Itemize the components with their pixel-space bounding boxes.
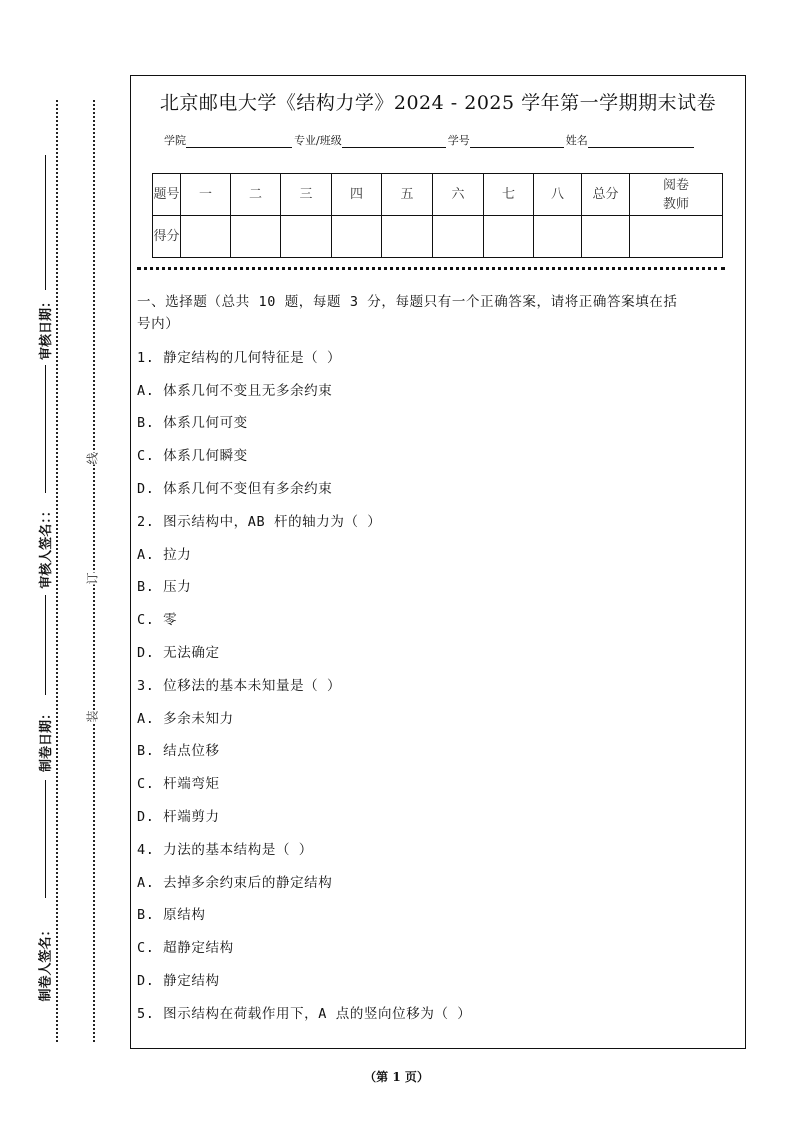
question-stem: 1. 静定结构的几何特征是（ ） xyxy=(137,349,342,366)
question-option: C. 超静定结构 xyxy=(137,940,234,957)
major-label: 专业/班级 xyxy=(294,134,342,147)
score-cell[interactable] xyxy=(281,216,332,258)
page-number: （第 1 页） xyxy=(364,1070,429,1084)
question-option: D. 杆端剪力 xyxy=(137,808,220,825)
score-cell[interactable] xyxy=(582,216,630,258)
exam-title: 北京邮电大学《结构力学》2024 - 2025 学年第一学期期末试卷 xyxy=(159,92,717,114)
question-stem: 4. 力法的基本结构是（ ） xyxy=(137,841,313,858)
col-4: 四 xyxy=(332,174,382,216)
question-option: D. 体系几何不变但有多余约束 xyxy=(137,480,333,497)
student-info xyxy=(164,132,696,148)
college-field[interactable] xyxy=(186,135,292,148)
score-cell[interactable] xyxy=(433,216,484,258)
student-id-label: 学号 xyxy=(447,134,470,147)
score-table-header-row xyxy=(153,174,723,216)
score-table xyxy=(152,173,723,258)
question-option: A. 拉力 xyxy=(137,546,192,563)
section-heading: 号内） xyxy=(137,316,180,332)
score-cell[interactable] xyxy=(630,216,723,258)
score-cell[interactable] xyxy=(181,216,231,258)
name-label: 姓名 xyxy=(565,134,588,147)
score-cell[interactable] xyxy=(484,216,534,258)
question-option: A. 体系几何不变且无多余约束 xyxy=(137,382,333,399)
reviewer-sign-label: 审核人签名：： xyxy=(38,504,54,589)
question-option: B. 体系几何可变 xyxy=(137,415,248,432)
question-option: B. 结点位移 xyxy=(137,743,220,760)
reviewer-date-line xyxy=(45,155,46,290)
col-1: 一 xyxy=(181,174,231,216)
question-option: C. 零 xyxy=(137,612,178,629)
question-option: C. 杆端弯矩 xyxy=(137,776,220,793)
student-id-field[interactable] xyxy=(470,135,564,148)
col-2: 二 xyxy=(231,174,281,216)
question-option: B. 压力 xyxy=(137,579,192,596)
col-3: 三 xyxy=(281,174,332,216)
question-option: A. 去掉多余约束后的静定结构 xyxy=(137,874,333,891)
score-cell[interactable] xyxy=(332,216,382,258)
name-field[interactable] xyxy=(588,135,694,148)
question-stem: 3. 位移法的基本未知量是（ ） xyxy=(137,677,342,694)
row-head-score: 得分 xyxy=(153,216,181,258)
col-grader: 阅卷教师 xyxy=(630,174,723,216)
score-cell[interactable] xyxy=(534,216,582,258)
question-stem: 5. 图示结构在荷载作用下，A 点的竖向位移为（ ） xyxy=(137,1005,472,1022)
reviewer-sign-line xyxy=(45,365,46,493)
col-7: 七 xyxy=(484,174,534,216)
binding-dotted-line-inner xyxy=(93,100,95,1042)
binding-char-zhuang: 装 xyxy=(85,710,100,723)
question-option: A. 多余未知力 xyxy=(137,710,234,727)
section-divider xyxy=(137,267,725,270)
col-total: 总分 xyxy=(582,174,630,216)
section-heading: 一、选择题（总共 10 题，每题 3 分，每题只有一个正确答案，请将正确答案填在括 xyxy=(137,294,678,310)
question-stem: 2. 图示结构中，AB 杆的轴力为（ ） xyxy=(137,513,382,530)
col-8: 八 xyxy=(534,174,582,216)
col-5: 五 xyxy=(382,174,433,216)
maker-sign-label: 制卷人签名： xyxy=(38,923,54,1002)
maker-sign-line xyxy=(45,780,46,898)
reviewer-date-label: 审核日期： xyxy=(39,294,55,361)
maker-date-label: 制卷日期： xyxy=(39,706,55,773)
binding-char-ding: 订 xyxy=(85,572,100,585)
question-option: D. 无法确定 xyxy=(137,644,220,661)
maker-date-line xyxy=(45,595,46,695)
row-head-question: 题号 xyxy=(153,174,181,216)
score-cell[interactable] xyxy=(382,216,433,258)
question-list xyxy=(137,291,737,1035)
question-option: B. 原结构 xyxy=(137,907,206,924)
college-label: 学院 xyxy=(164,134,186,147)
exam-frame xyxy=(130,75,746,1049)
score-table-score-row xyxy=(153,216,723,258)
score-cell[interactable] xyxy=(231,216,281,258)
question-option: D. 静定结构 xyxy=(137,972,220,989)
binding-dotted-line-outer xyxy=(56,100,58,1042)
binding-char-xian: 线 xyxy=(85,452,100,465)
major-field[interactable] xyxy=(342,135,446,148)
col-6: 六 xyxy=(433,174,484,216)
question-option: C. 体系几何瞬变 xyxy=(137,448,248,465)
